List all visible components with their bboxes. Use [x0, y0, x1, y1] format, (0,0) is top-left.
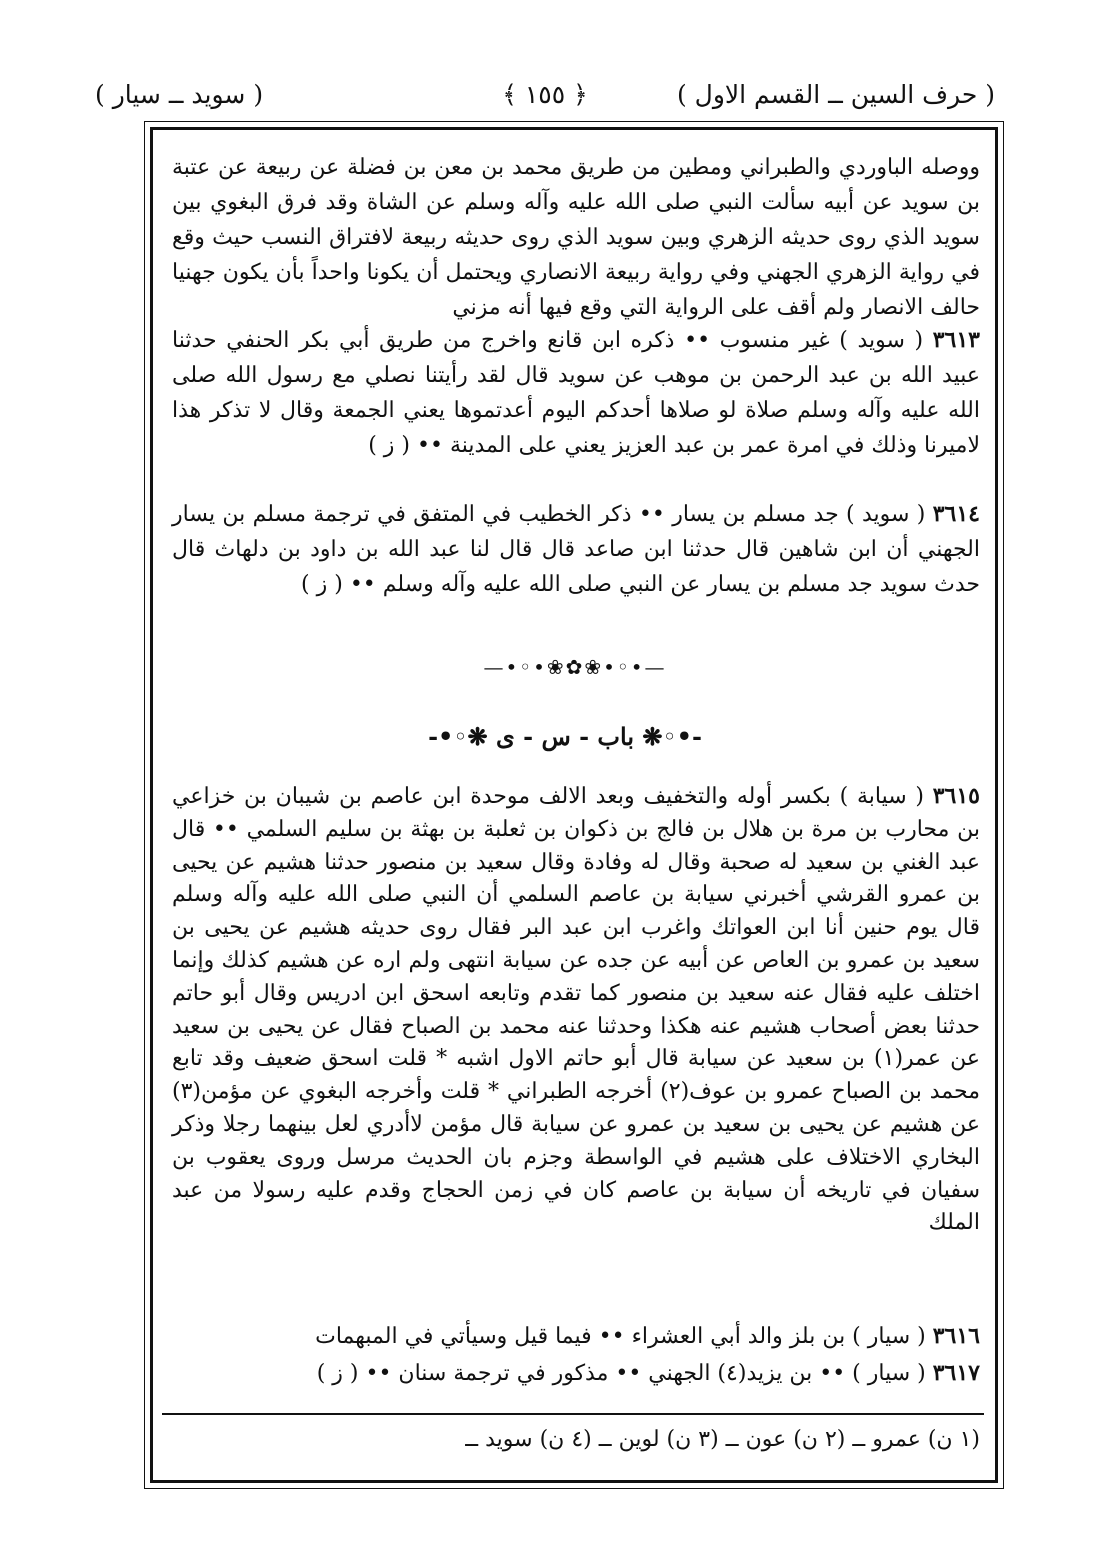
entry-paragraph [172, 323, 980, 463]
entry-number: ٣٦١٣ [932, 327, 980, 353]
entry-3614 [172, 497, 980, 602]
entry-paragraph [172, 780, 980, 1240]
footnotes: (١ ن) عمرو ــ (٢ ن) عون ــ (٣ ن) لوين ــ (٤ ن) سويد ــ [465, 1427, 980, 1452]
paragraph-text: ووصله الباوردي والطبراني ومطين من طريق محمد بن معن بن فضلة عن ربيعة عن عتبة بن سويد عن أبيه سألت النبي صلى الله عليه وآله وسلم عن الشاة وقد فرق البغوي بين سويد الذي روى حديثه الزهري وبين سويد الذي روى حديثه ربيعة لافتراق النسب حيث وقع في رواية الزهري الجهني وفي رواية ربيعة الانصاري ويحتمل أن يكونا واحداً بأن يكون جهنيا حالف الانصار ولم أقف على الرواية التي وقع فيها أنه مزني [172, 155, 980, 320]
continuation-paragraph [172, 150, 980, 325]
entry-number: ٣٦١٤ [932, 501, 980, 527]
entry-paragraph [172, 497, 980, 602]
entry-text: ( سويد ) غير منسوب •• ذكره ابن قانع واخرج من طريق أبي بكر الحنفي حدثنا عبيد الله بن عبد الرحمن بن موهب عن سويد قال لقد رأيتنا نصلي مع رسول الله صلى الله عليه وآله وسلم صلاة لو صلاها أحدكم اليوم أعدتموها يعني الجمعة وقال لا تذكر هذا لاميرنا وذلك في امرة عمر بن عبد العزيز يعني على المدينة •• ( ز ) [172, 328, 980, 458]
entry-text: ( سيابة ) بكسر أوله والتخفيف وبعد الالف موحدة ابن عاصم بن شيبان بن خزاعي بن محارب بن مرة بن هلال بن فالج بن ذكوان بن ثعلبة بن بهثة بن سليم السلمي •• قال عبد الغني بن سعيد له صحبة وقال له وفادة وقال سعيد بن منصور حدثنا هشيم عن يحيى بن عمرو القرشي أخبرني سيابة بن عاصم السلمي أن النبي صلى الله عليه وآله وسلم قال يوم حنين أنا ابن العواتك واغرب ابن عبد البر فقال روى حديثه هشيم عن يحيى بن سعيد بن عمرو بن العاص عن أبيه عن جده عن سيابة انتهى ولم اره عن هشيم كذلك وإنما اختلف عليه فقال عنه سعيد بن منصور كما تقدم وتابعه اسحق ابن ادريس وقال أبو حاتم حدثنا بعض أصحاب هشيم عنه هكذا وحدثنا عنه محمد بن الصباح فقال عن يحيى بن سعيد عن عمر(١) بن سعيد عن سيابة قال أبو حاتم الاول اشبه * قلت اسحق ضعيف وقد تابع محمد بن الصباح عمرو بن عوف(٢) أخرجه الطبراني * قلت وأخرجه البغوي عن مؤمن(٣) عن هشيم عن يحيى بن سعيد بن عمرو عن سيابة قال مؤمن لاأدري لعل بينهما رجلا وذكر البخاري الاختلاف على هشيم في الواسطة وجزم بان الحديث مرسل وروى يعقوب بن سفيان في تاريخه أن سيابة بن عاصم كان في زمن الحجاج وقدم عليه رسولا من عبد الملك [172, 784, 981, 1236]
entry-text: ( سيار ) بن بلز والد أبي العشراء •• فيما قيل وسيأتي في المبهمات [315, 1324, 926, 1349]
page-number: ﴿ ١٥٥ ﴾ [502, 80, 588, 109]
entries-3616-3617 [172, 1318, 980, 1392]
entry-number: ٣٦١٥ [932, 783, 980, 809]
entry-3615 [172, 780, 980, 1240]
entry-paragraph [172, 1355, 980, 1392]
entry-text: ( سويد ) جد مسلم بن يسار •• ذكر الخطيب في المتفق في ترجمة مسلم بن يسار الجهني أن ابن شاهين قال حدثنا ابن صاعد قال قال لنا عبد الله بن داود بن دلهاث قال حدث سويد جد مسلم بن يسار عن النبي صلى الله عليه وآله وسلم •• ( ز ) [172, 502, 980, 597]
entry-paragraph [172, 1318, 980, 1355]
entry-number: ٣٦١٦ [932, 1323, 980, 1349]
entry-number: ٣٦١٧ [932, 1360, 980, 1386]
page-header [95, 74, 995, 122]
entry-text: ( سيار ) •• بن يزيد(٤) الجهني •• مذكور في ترجمة سنان •• ( ز ) [316, 1361, 926, 1386]
footnote-divider [162, 1413, 984, 1415]
section-heading: -•◦❋ باب - س - ى ❋◦•- [428, 722, 702, 751]
running-title-right: ( حرف السين ــ القسم الاول ) [676, 80, 995, 109]
ornament-divider: —•◦•❀✿❀•◦•— [483, 655, 667, 679]
entry-3613 [172, 323, 980, 463]
running-title-left: ( سويد ــ سيار ) [95, 80, 264, 109]
